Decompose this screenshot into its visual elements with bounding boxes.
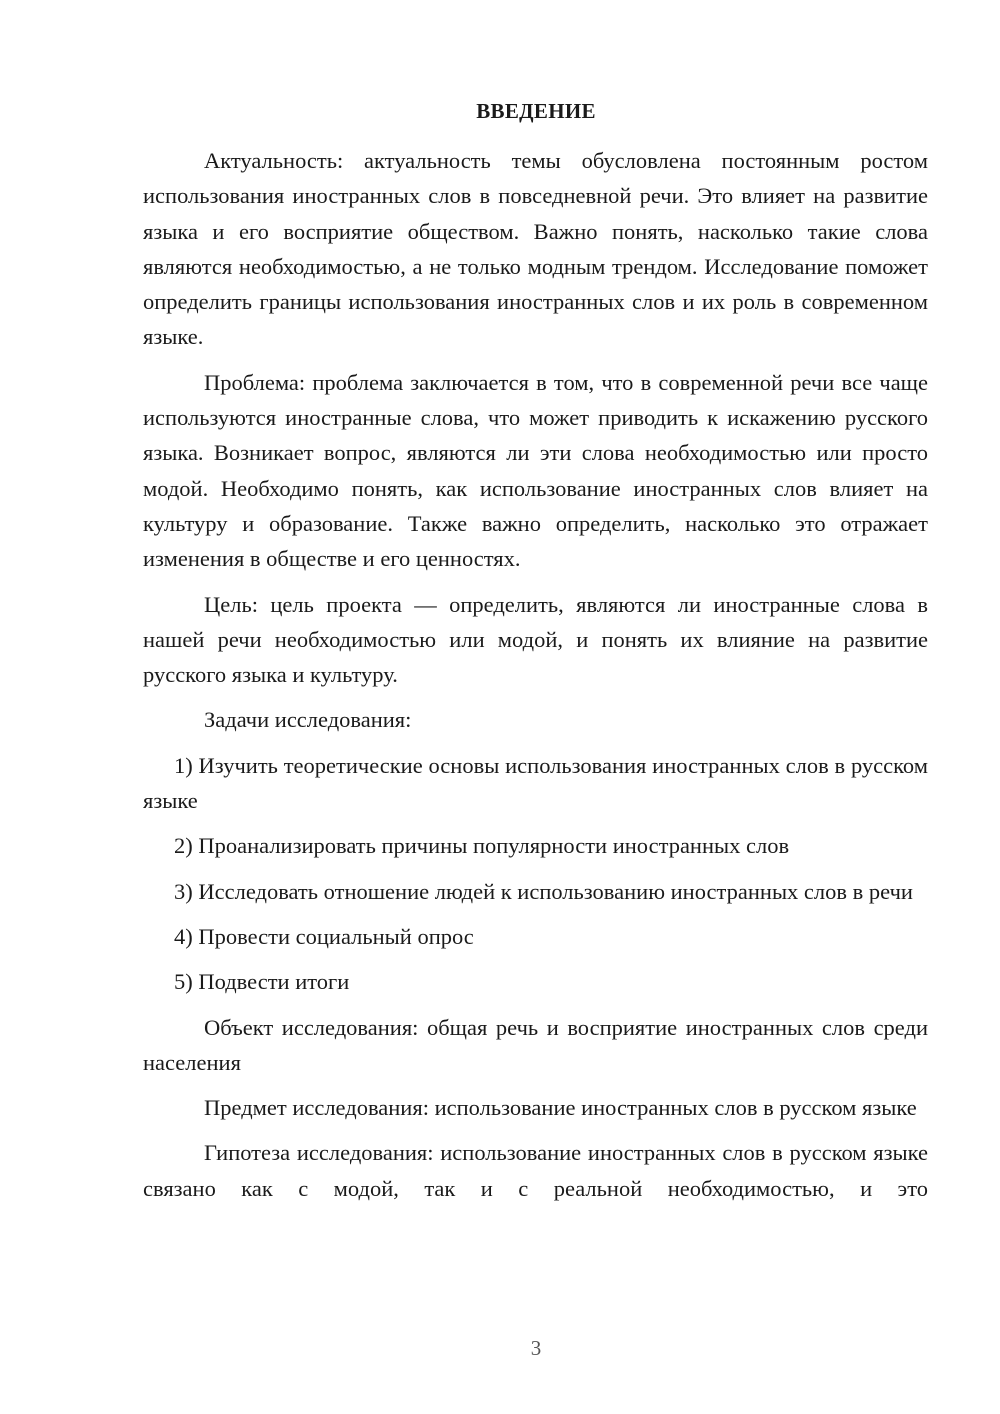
page-number: 3 [530, 1336, 542, 1360]
task-item-3: 3) Исследовать отношение людей к использованию иностранных слов в речи [174, 878, 913, 904]
task-item-1: 1) Изучить теоретические основы использования иностранных слов в русском языке [143, 752, 928, 814]
task-item-4: 4) Провести социальный опрос [174, 923, 474, 949]
paragraph-relevance: Актуальность: актуальность темы обусловлена постоянным ростом использования иностранных слов в повседневной речи. Это влияет на развитие языка и его восприятие обществом. Важно понять, насколько такие слова являются необходимостью, а не только модным трендом. Исследование поможет определить границы использования иностранных слов и их роль в современном языке. [143, 148, 928, 350]
document-body [143, 143, 928, 1216]
task-item-2: 2) Проанализировать причины популярности иностранных слов [174, 833, 790, 859]
task-item-5: 5) Подвести итоги [174, 969, 350, 995]
page-title: ВВЕДЕНИЕ [476, 99, 596, 123]
tasks-heading: Задачи исследования: [204, 707, 412, 733]
paragraph-goal: Цель: цель проекта — определить, являются ли иностранные слова в нашей речи необходимостью или модой, и понять их влияние на развитие русского языка и культуру. [143, 591, 928, 688]
paragraph-hypothesis: Гипотеза исследования: использование иностранных слов в русском языке связано как с модой, так и с реальной необходимостью, и это [143, 1140, 928, 1201]
paragraph-subject: Предмет исследования: использование иностранных слов в русском языке [204, 1095, 917, 1121]
paragraph-object: Объект исследования: общая речь и восприятие иностранных слов среди населения [143, 1014, 928, 1075]
paragraph-problem: Проблема: проблема заключается в том, что в современной речи все чаще используются иностранные слова, что может приводить к искажению русского языка. Возникает вопрос, являются ли эти слова необходимостью или просто модой. Необходимо понять, как использование иностранных слов влияет на культуру и образование. Также важно определить, насколько это отражает изменения в обществе и его ценностях. [143, 369, 928, 572]
